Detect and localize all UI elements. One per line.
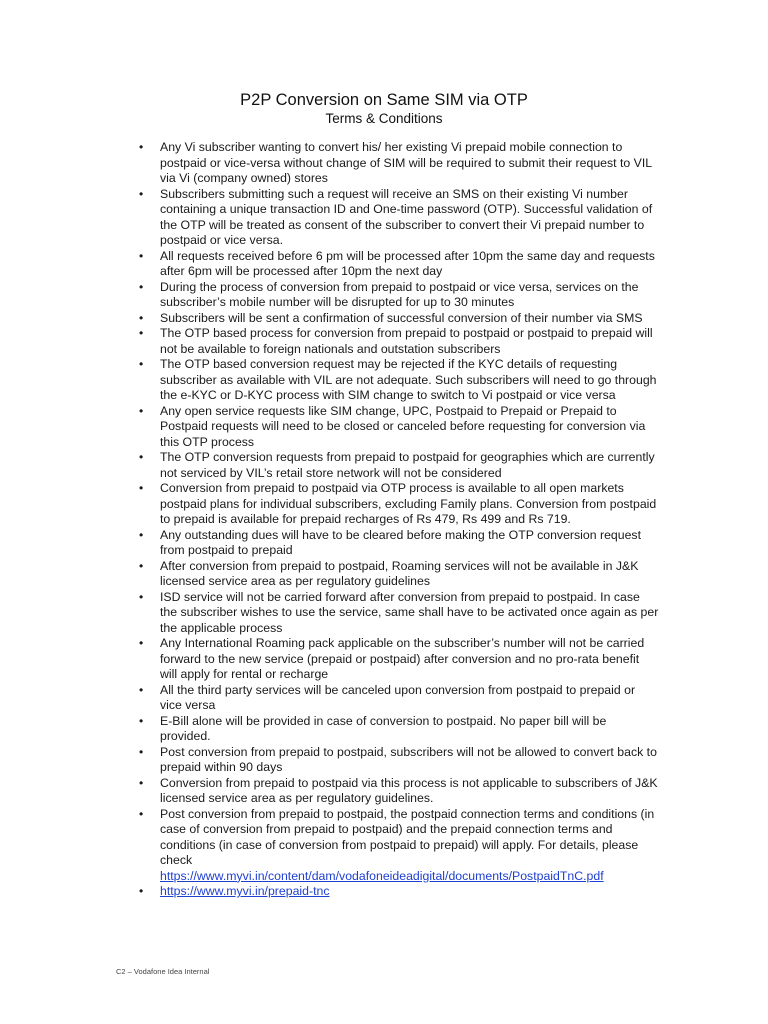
term-text: Any open service requests like SIM change, UPC, Postpaid to Prepaid or Prepaid to Postpaid requests will need to be closed or canceled before requesting for conversion via this OTP process <box>160 403 646 449</box>
term-text: After conversion from prepaid to postpaid, Roaming services will not be available in J&K licensed service area as per regulatory guidelines <box>160 558 639 588</box>
term-text: E-Bill alone will be provided in case of conversion to postpaid. No paper bill will be provided. <box>160 713 607 743</box>
term-text: Subscribers submitting such a request will receive an SMS on their existing Vi number containing a unique transaction ID and One-time password (OTP). Successful validation of the OTP will be treated as consent of the subscriber to convert their Vi prepaid number to postpaid or vice versa. <box>160 186 653 247</box>
bullet-icon: • <box>139 248 144 263</box>
bullet-icon: • <box>139 589 144 604</box>
list-item <box>139 745 659 776</box>
list-item <box>139 450 659 481</box>
list-item <box>139 404 659 451</box>
page-subtitle: Terms & Conditions <box>325 111 443 126</box>
term-text: Any International Roaming pack applicable on the subscriber’s number will not be carried forward to the new service (prepaid or postpaid) after conversion and no pro-rata benefit will apply for rental or recharge <box>160 636 645 681</box>
bullet-icon: • <box>139 279 144 294</box>
bullet-icon: • <box>139 713 144 728</box>
list-item <box>139 714 659 745</box>
term-text: All requests received before 6 pm will be processed after 10pm the same day and requests after 6pm will be processed after 10pm the next day <box>160 248 655 278</box>
list-item <box>139 636 659 683</box>
bullet-icon: • <box>139 140 144 154</box>
term-text: Subscribers will be sent a confirmation of successful conversion of their number via SMS <box>160 310 643 325</box>
term-text: Post conversion from prepaid to postpaid, the postpaid connection terms and conditions (in case of conversion from prepaid to postpaid) and the prepaid connection terms and conditions (in case of conversion from postpaid to prepaid) will apply. For details, please check <box>160 806 655 867</box>
terms-list <box>139 140 659 900</box>
list-item <box>139 776 659 807</box>
bullet-icon: • <box>139 403 144 418</box>
list-item <box>139 481 659 528</box>
bullet-icon: • <box>139 744 144 759</box>
list-item <box>139 683 659 714</box>
bullet-icon: • <box>139 682 144 697</box>
list-item <box>139 280 659 311</box>
bullet-icon: • <box>139 186 144 201</box>
list-item <box>139 140 659 187</box>
bullet-icon: • <box>139 636 144 650</box>
bullet-icon: • <box>139 310 144 325</box>
term-text: Any Vi subscriber wanting to convert his/ her existing Vi prepaid mobile connection to postpaid or vice-versa without change of SIM will be required to submit their request to VIL via Vi (company owned) stores <box>160 140 652 185</box>
list-item <box>139 884 659 900</box>
bullet-icon: • <box>139 806 144 821</box>
bullet-icon: • <box>139 558 144 573</box>
term-text: The OTP based conversion request may be rejected if the KYC details of requesting subscriber as available with VIL are not adequate. Such subscribers will need to go through the e-KYC or D-KYC process with SIM change to switch to Vi postpaid or vice versa <box>160 357 657 402</box>
list-item <box>139 807 659 885</box>
list-item <box>139 311 659 327</box>
list-item <box>139 187 659 249</box>
term-text: ISD service will not be carried forward after conversion from prepaid to postpaid. In case the subscriber wishes to use the service, same shall have to be activated once again as per the applicable process <box>160 589 659 635</box>
bullet-icon: • <box>139 775 144 790</box>
term-text: Post conversion from prepaid to postpaid, subscribers will not be allowed to convert back to prepaid within 90 days <box>160 744 657 774</box>
list-item <box>139 528 659 559</box>
footer-classification: C2 – Vodafone Idea Internal <box>116 967 210 976</box>
term-text: During the process of conversion from prepaid to postpaid or vice versa, services on the subscriber’s mobile number will be disrupted for up to 30 minutes <box>160 279 639 309</box>
bullet-icon: • <box>139 884 144 898</box>
bullet-icon: • <box>139 326 144 340</box>
list-item <box>139 559 659 590</box>
bullet-icon: • <box>139 357 144 371</box>
bullet-icon: • <box>139 481 144 495</box>
term-link[interactable]: https://www.myvi.in/prepaid-tnc <box>160 884 330 898</box>
list-item <box>139 590 659 637</box>
term-text: Conversion from prepaid to postpaid via OTP process is available to all open markets postpaid plans for individual subscribers, excluding Family plans. Conversion from postpaid to prepaid is available for prepaid recharges of Rs 479, Rs 499 and Rs 719. <box>160 481 657 526</box>
list-item <box>139 326 659 357</box>
page-title: P2P Conversion on Same SIM via OTP <box>240 91 528 109</box>
bullet-icon: • <box>139 450 144 464</box>
term-text: The OTP conversion requests from prepaid to postpaid for geographies which are currently not serviced by VIL’s retail store network will not be considered <box>160 450 655 480</box>
list-item <box>139 249 659 280</box>
term-text: Any outstanding dues will have to be cleared before making the OTP conversion request from postpaid to prepaid <box>160 527 642 557</box>
term-text: Conversion from prepaid to postpaid via this process is not applicable to subscribers of J&K licensed service area as per regulatory guidelines. <box>160 775 658 805</box>
bullet-icon: • <box>139 527 144 542</box>
term-text: The OTP based process for conversion from prepaid to postpaid or postpaid to prepaid will not be available to foreign nationals and outstation subscribers <box>160 326 653 356</box>
list-item <box>139 357 659 404</box>
term-text: All the third party services will be canceled upon conversion from postpaid to prepaid or vice versa <box>160 682 636 712</box>
term-link[interactable]: https://www.myvi.in/content/dam/vodafoneideadigital/documents/PostpaidTnC.pdf <box>160 868 604 883</box>
